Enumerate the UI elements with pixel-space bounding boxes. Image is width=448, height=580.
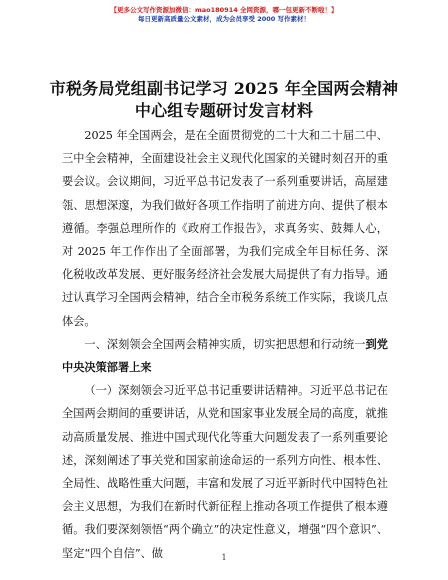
title-line-2: 中心组专题研讨发言材料 xyxy=(134,101,314,120)
subsection-paragraph-1: （一）深刻领会习近平总书记重要讲话精神。习近平总书记在全国两会期间的重要讲话，从党和国家事业发展全局的高度，就推动高质量发展、推进中国式现代化等重大问题发表了一系列重要论述，深刻阐述了事关党和国家前途命运的一系列方向性、根本性、全局性、战略性重大问题，丰富和发展了习近平新时代中国特色社会主义思想，为我们在新时代新征程上推动各项工作提供了根本遵循。我们要深刻领悟“两个确立”的决定性意义，增强“四个意识”、坚定“四个自信”、做 xyxy=(62,384,388,560)
promo-line-1: 【更多公文写作资源加微信：mao180914 全网资源，哪一包更新不断啦！】 xyxy=(110,6,338,14)
promo-banner xyxy=(0,6,448,24)
document-body xyxy=(62,124,388,565)
promo-line-2: 每日更新高质量公文素材，成为会员享受 2000 写作素材！ xyxy=(137,15,311,23)
intro-paragraph: 2025 年全国两会，是在全面贯彻党的二十大和二十届二中、三中全会精神，全面建设社会主义现代化国家的关键时刻召开的重要会议。会议期间，习近平总书记发表了一系列重要讲话，高屋建瓴、思想深邃，为我们做好各项工作指明了前进方向、提供了根本遵循。李强总理所作的《政府工作报告》，求真务实、鼓舞人心，对 2025 年工作作出了全面部署，为我们完成全年目标任务、深化税收改革发展、更好服务经济社会发展大局提供了有力指导。通过认真学习全国两会精神，结合全市税务系统工作实际，我谈几点体会。 xyxy=(62,129,388,328)
title-line-1: 市税务局党组副书记学习 2025 年全国两会精神 xyxy=(49,79,399,98)
page-number: 1 xyxy=(221,553,227,562)
section-heading-1-part1: 一、深刻领会全国两会精神实质，切实把思想和行动统一 xyxy=(84,337,366,351)
section-heading-1-part2: 到党中央决策部署上来 xyxy=(62,337,388,375)
section-heading-1 xyxy=(62,333,388,379)
document-title xyxy=(0,78,448,122)
